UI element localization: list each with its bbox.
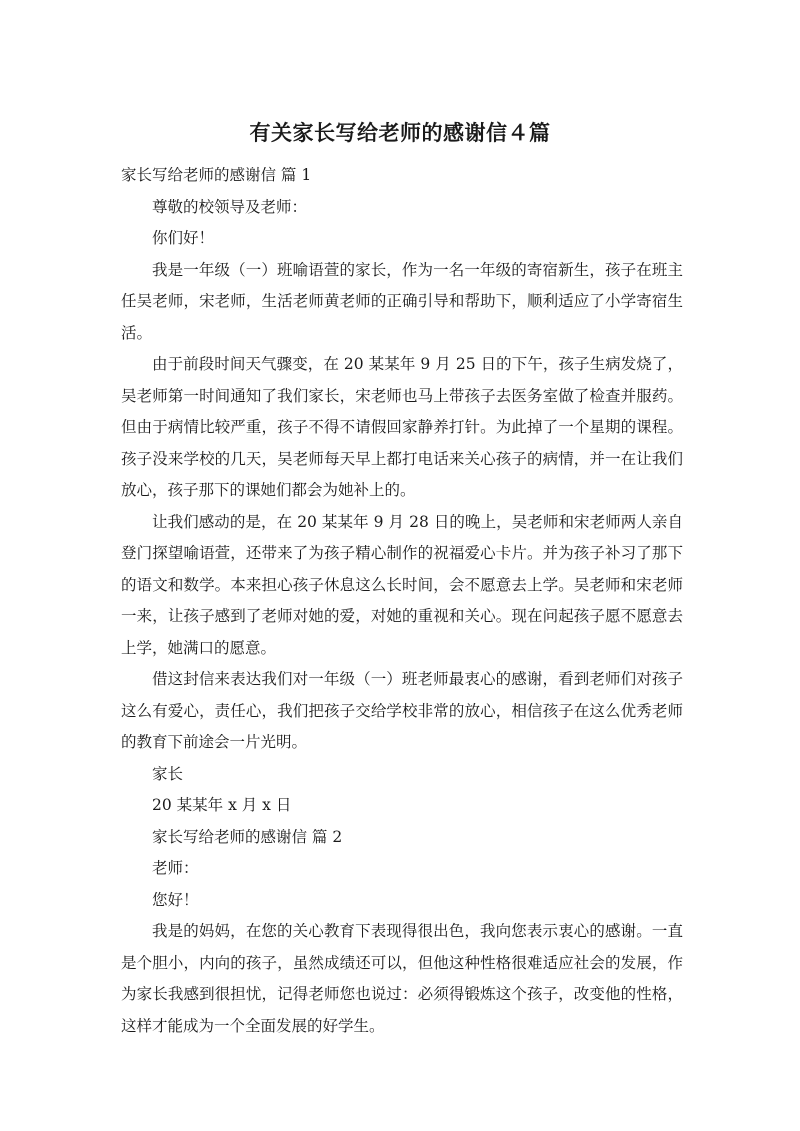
letter-1-date: 20 某某年 x 月 x 日 xyxy=(152,796,292,814)
letter-2-salutation: 老师： xyxy=(152,859,199,877)
letter-1-signature: 家长 xyxy=(152,764,184,783)
letter-1-salutation: 尊敬的校领导及老师： xyxy=(152,197,308,216)
letter-1-greeting: 你们好！ xyxy=(152,229,215,247)
letter-1-paragraph: 借这封信来表达我们对一年级（一）班老师最衷心的感谢，看到老师们对孩子这么有爱心，责任心，我们把孩子交给学校非常的放心，相信孩子在这么优秀老师的教育下前途会一片光明。 xyxy=(121,670,683,751)
letter-1-paragraph: 由于前段时间天气骤变，在 20 某某年 9 月 25 日的下午，孩子生病发烧了，吴老师第一时间通知了我们家长，宋老师也马上带孩子去医务室做了检查并服药。但由于病情比较严重，孩子不得不请假回家静养打针。为此掉了一个星期的课程。孩子没来学校的几天，吴老师每天早上都打电话来关心孩子的病情，并一在让我们放心，孩子那下的课她们都会为她补上的。 xyxy=(121,355,683,499)
letter-1-heading: 家长写给老师的感谢信 篇 1 xyxy=(121,166,312,184)
document-body xyxy=(121,160,683,1042)
letter-2-heading: 家长写给老师的感谢信 篇 2 xyxy=(152,827,343,846)
letter-1-paragraph: 我是一年级（一）班喻语萱的家长，作为一名一年级的寄宿新生，孩子在班主任吴老师，宋老师，生活老师黄老师的正确引导和帮助下，顺利适应了小学寄宿生活。 xyxy=(121,260,683,342)
letter-2-paragraph: 我是的妈妈，在您的关心教育下表现得很出色，我向您表示衷心的感谢。一直是个胆小，内向的孩子，虽然成绩还可以，但他这种性格很难适应社会的发展，作为家长我感到很担忧，记得老师您也说过：必须得锻炼这个孩子，改变他的性格，这样才能成为一个全面发展的好学生。 xyxy=(121,922,683,1035)
document-title: 有关家长写给老师的感谢信４篇 xyxy=(249,121,551,145)
letter-2-greeting: 您好！ xyxy=(152,890,199,909)
letter-1-paragraph: 让我们感动的是，在 20 某某年 9 月 28 日的晚上，吴老师和宋老师两人亲自登门探望喻语萱，还带来了为孩子精心制作的祝福爱心卡片。并为孩子补习了那下的语文和数学。本来担心孩子休息这么长时间，会不愿意去上学。吴老师和宋老师一来，让孩子感到了老师对她的爱，对她的重视和关心。现在问起孩子愿不愿意去上学，她满口的愿意。 xyxy=(121,512,683,657)
